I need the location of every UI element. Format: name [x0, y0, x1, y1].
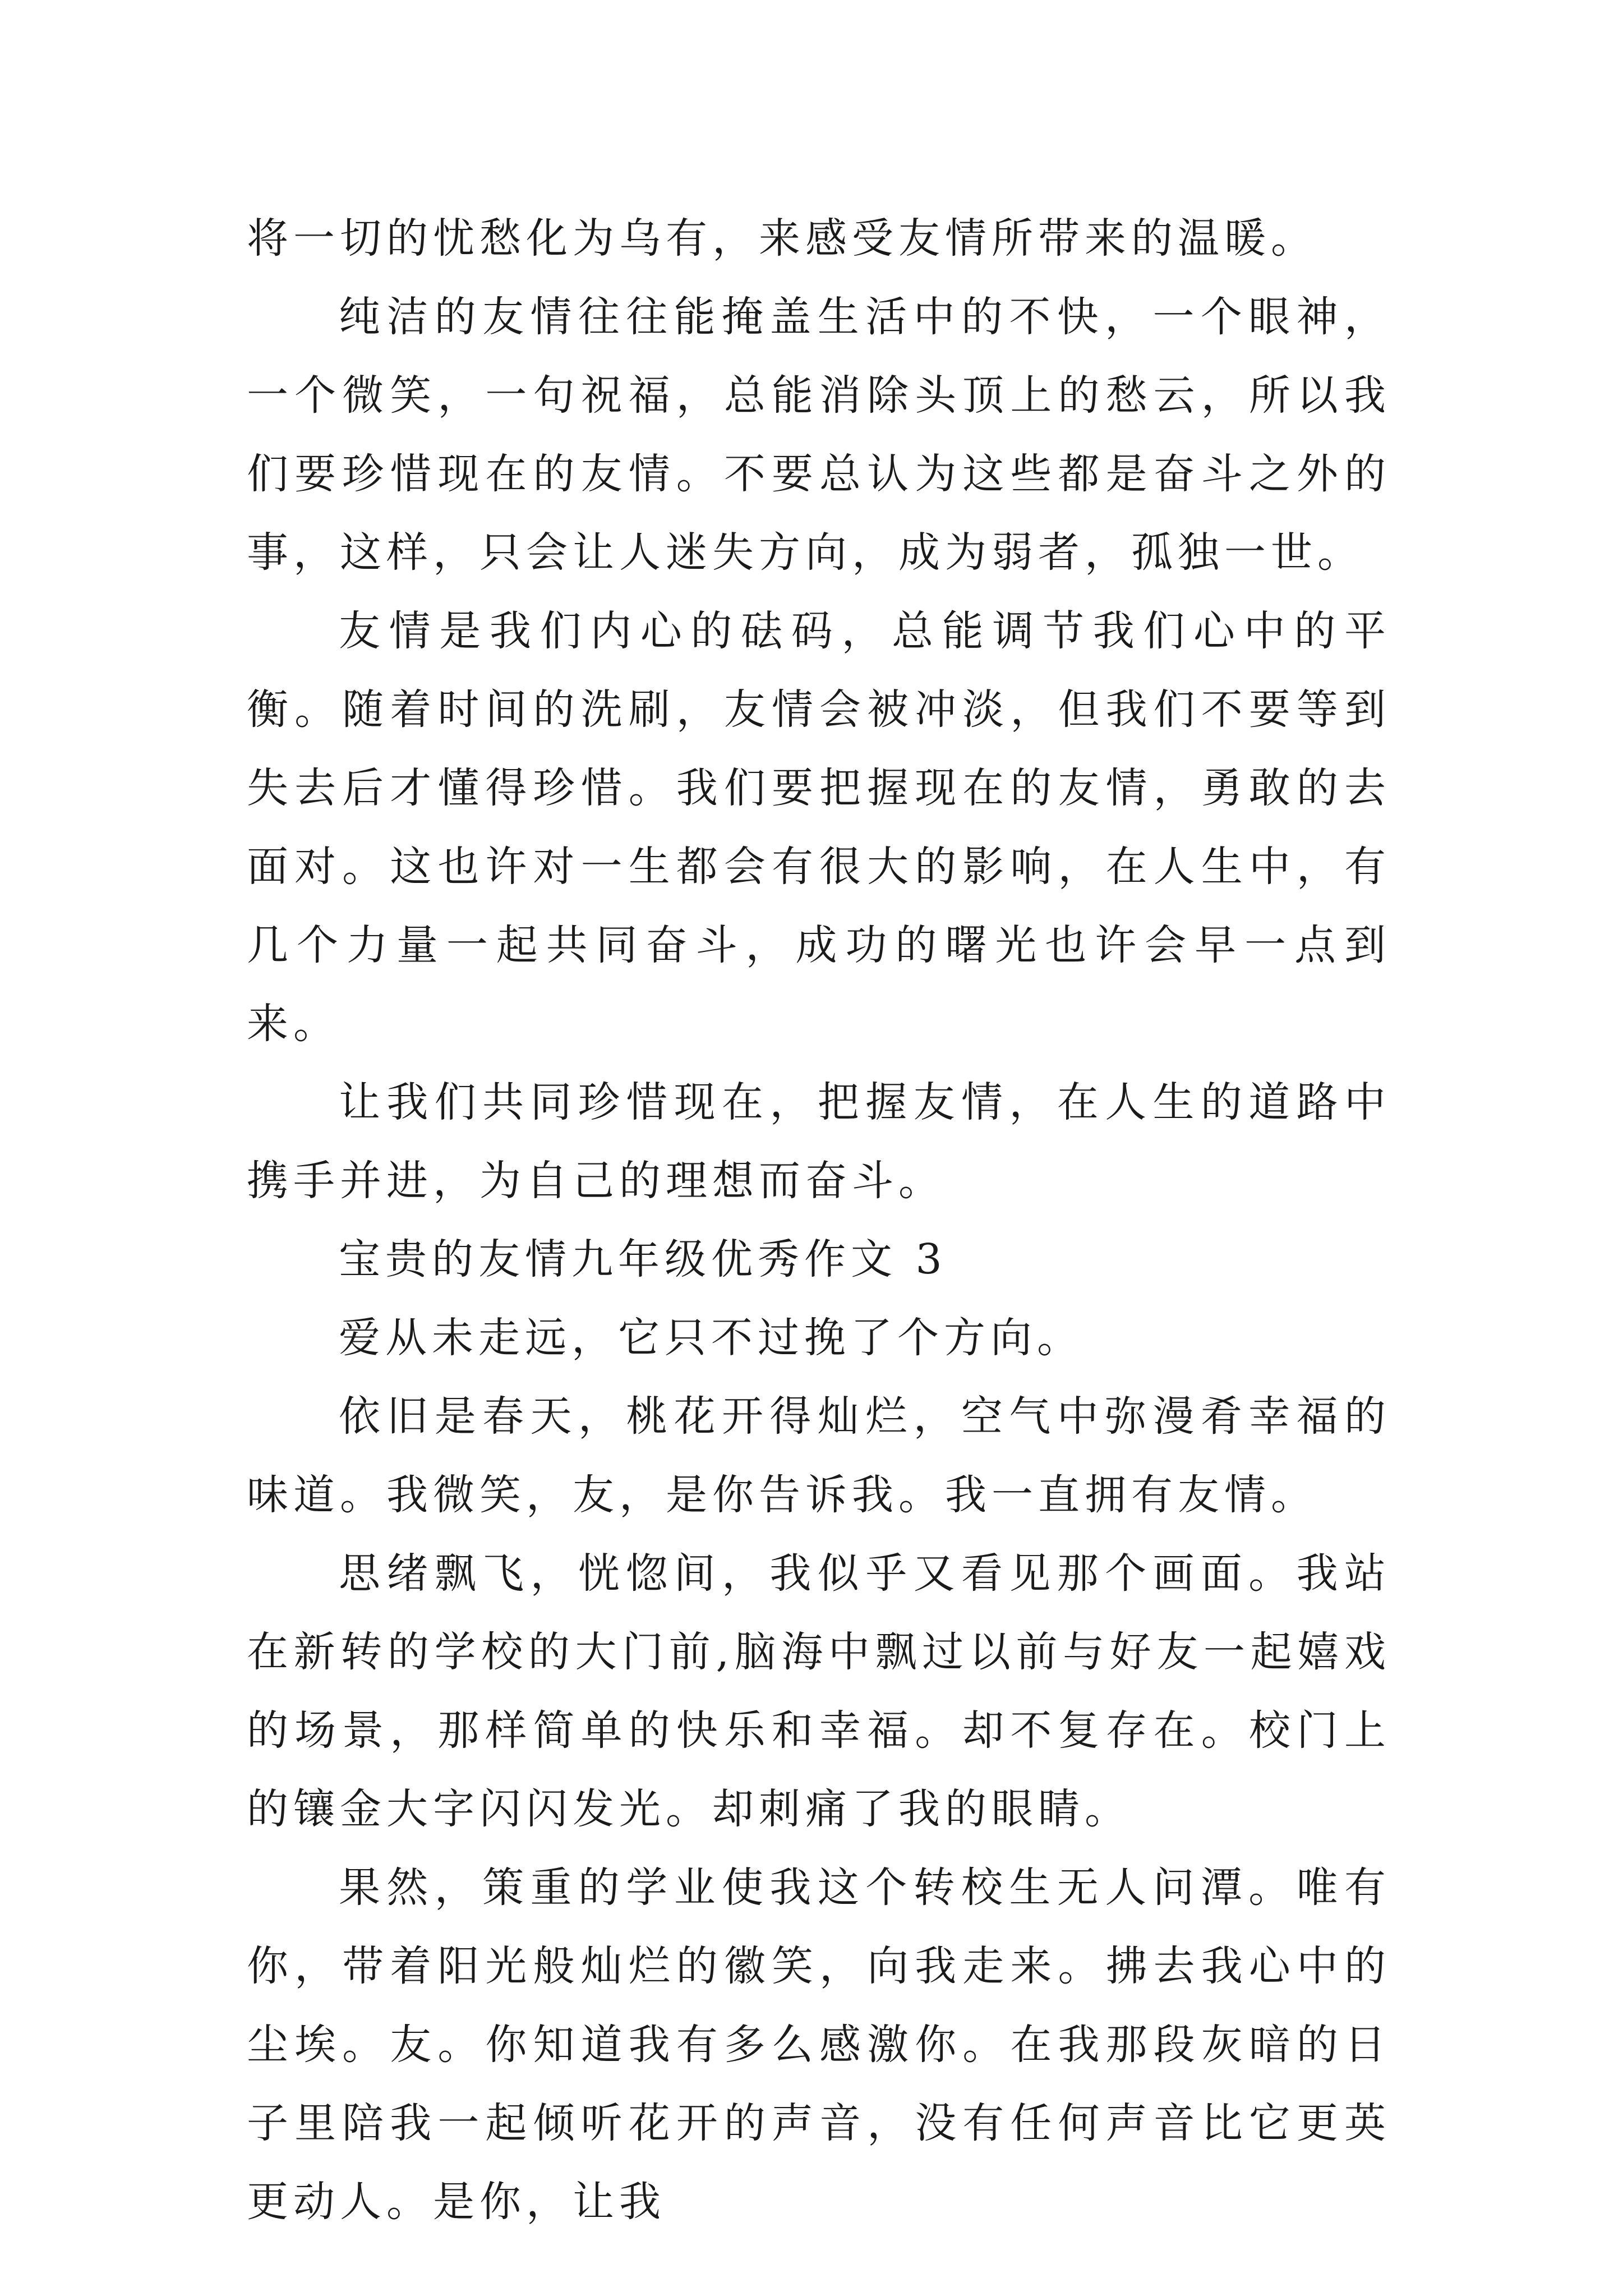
paragraph-3: 友情是我们内心的砝码，总能调节我们心中的平衡。随着时间的洗刷，友情会被冲淡，但我们不要等到失去后才懂得珍惜。我们要把握现在的友情，勇敢的去面对。这也许对一生都会有很大的影响，在人生中，有几个力量一起共同奋斗，成功的曙光也许会早一点到来。	[247, 607, 1391, 1048]
document-body	[247, 199, 1391, 2241]
paragraph-4: 让我们共同珍惜现在，把握友情，在人生的道路中携手并进，为自己的理想而奋斗。	[247, 1078, 1391, 1205]
paragraph-1: 将一切的忧愁化为乌有，来感受友情所带来的温暖。	[247, 214, 1317, 263]
paragraph-5: 爱从未走远，它只不过挽了个方向。	[339, 1314, 1083, 1362]
paragraph-6: 依旧是春天，桃花开得灿烂，空气中弥漫肴幸福的味道。我微笑，友，是你告诉我。我一直拥有友情。	[247, 1392, 1391, 1519]
essay-heading: 宝贵的友情九年级优秀作文 3	[339, 1235, 947, 1283]
paragraph-8: 果然，策重的学业使我这个转校生无人问潭。唯有你，带着阳光般灿烂的徽笑，向我走来。拂去我心中的尘埃。友。你知道我有多么感激你。在我那段灰暗的日子里陪我一起倾听花开的声音，没有任何声音比它更英更动人。是你，让我	[247, 1864, 1391, 2226]
paragraph-2: 纯洁的友情往往能掩盖生活中的不快，一个眼神，一个微笑，一句祝福，总能消除头顶上的愁云，所以我们要珍惜现在的友情。不要总认为这些都是奋斗之外的事，这样，只会让人迷失方向，成为弱者，孤独一世。	[247, 293, 1391, 577]
paragraph-7: 思绪飘飞，恍惚间，我似乎又看见那个画面。我站在新转的学校的大门前,脑海中飘过以前与好友一起嬉戏的场景，那样简单的快乐和幸福。却不复存在。校门上的镶金大字闪闪发光。却刺痛了我的眼睛。	[247, 1549, 1391, 1833]
